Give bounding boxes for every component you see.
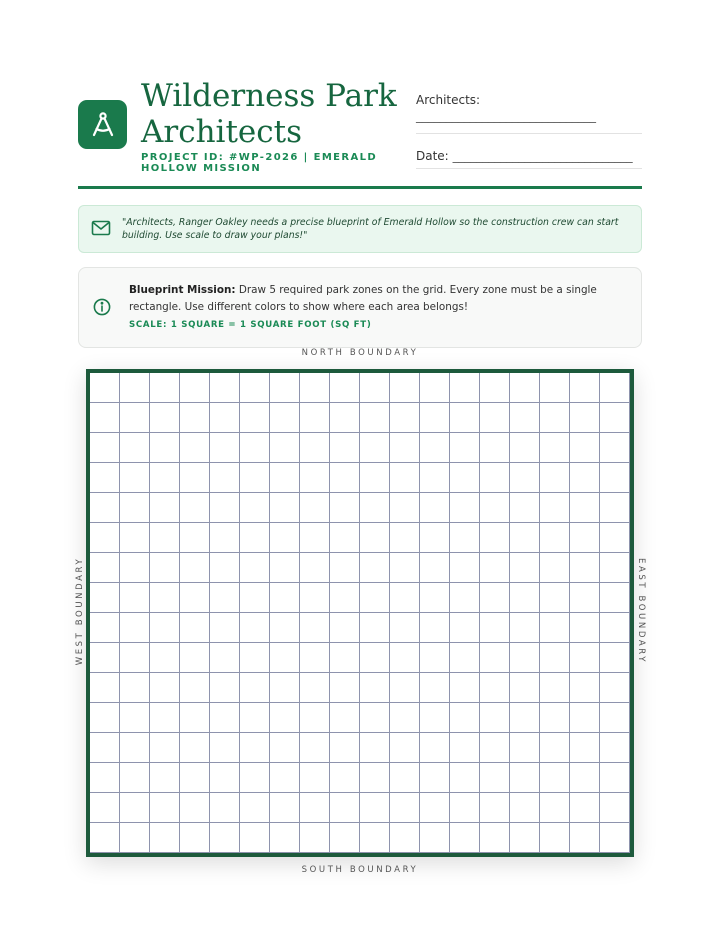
- quote-text: "Architects, Ranger Oakley needs a precise blueprint of Emerald Hollow so the construction crew can start building. Use scale to draw your plans!": [122, 217, 619, 241]
- logo: [78, 100, 127, 149]
- scale-note: SCALE: 1 SQUARE = 1 SQUARE FOOT (SQ FT): [129, 320, 372, 330]
- quote-callout: [78, 205, 642, 253]
- worksheet-header: [78, 78, 642, 186]
- blueprint-grid[interactable]: [86, 369, 634, 857]
- north-boundary-label: NORTH BOUNDARY: [301, 348, 419, 358]
- blueprint-grid-container: [86, 369, 634, 857]
- mission-label: Blueprint Mission:: [129, 284, 236, 296]
- architects-blank: ______________________________: [416, 109, 596, 123]
- meta-block: [416, 92, 642, 169]
- date-label: Date:: [416, 149, 449, 163]
- envelope-icon: [91, 220, 111, 236]
- south-boundary-label: SOUTH BOUNDARY: [301, 865, 419, 875]
- header-divider: [78, 186, 642, 189]
- info-icon: [93, 298, 111, 316]
- west-boundary-label: WEST BOUNDARY: [75, 556, 85, 666]
- date-blank: ______________________________: [452, 149, 633, 163]
- compass-icon: [88, 110, 118, 140]
- page-title: Wilderness Park Architects: [141, 78, 397, 150]
- architects-field[interactable]: [416, 92, 642, 134]
- east-boundary-label: EAST BOUNDARY: [636, 558, 646, 664]
- mission-callout: [78, 267, 642, 348]
- date-field[interactable]: [416, 148, 642, 169]
- architects-label: Architects:: [416, 93, 481, 107]
- project-id: PROJECT ID: #WP-2026 | EMERALD HOLLOW MISSION: [141, 152, 378, 174]
- mission-description: Draw 5 required park zones on the grid. Every zone must be a single rectangle. Use different colors to show where each area belongs!: [129, 284, 597, 313]
- mission-text: [129, 282, 627, 316]
